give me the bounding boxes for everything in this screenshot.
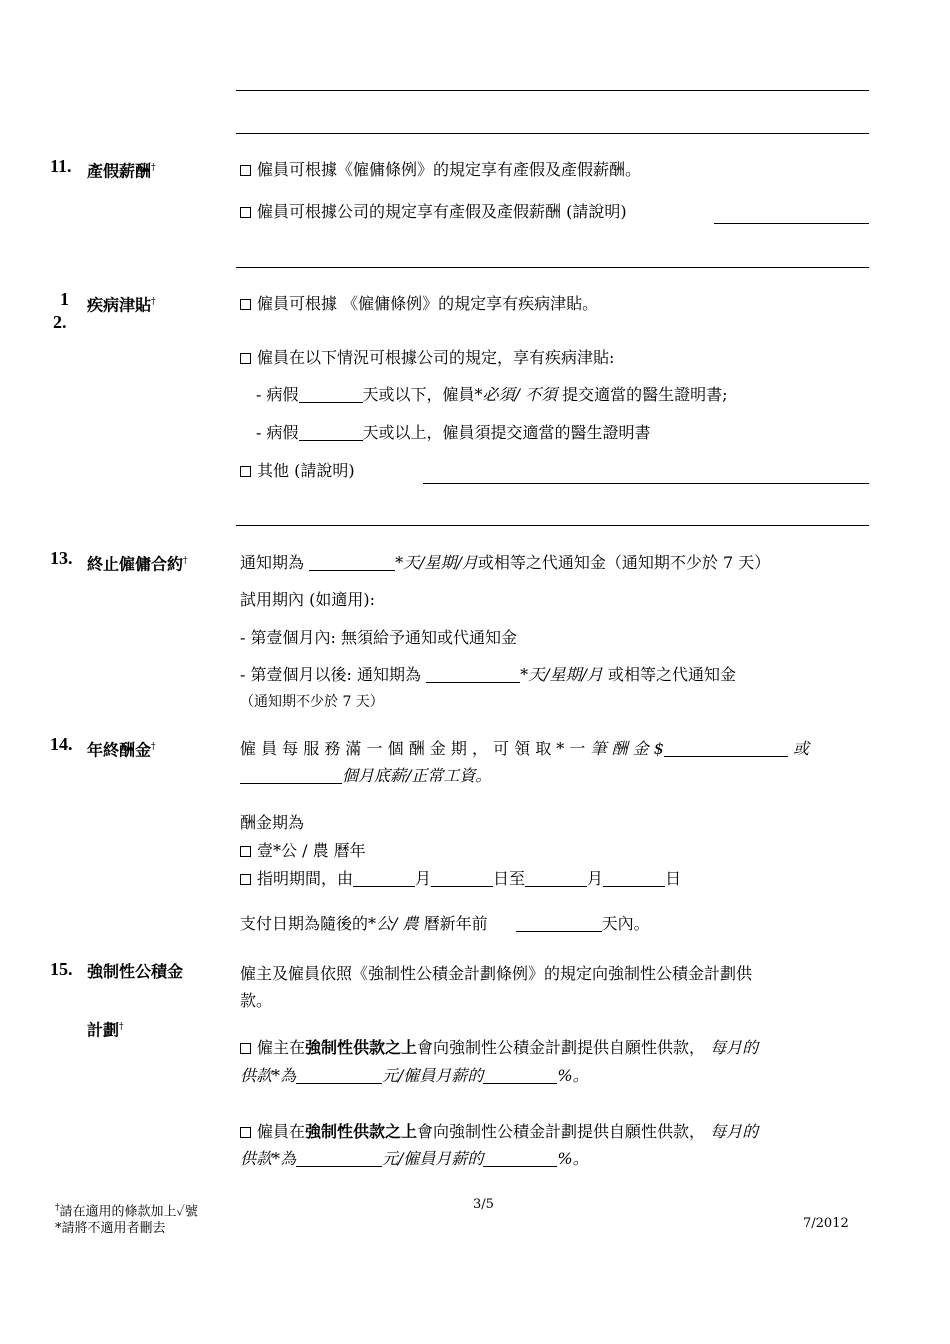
s13-after-first-month: - 第壹個月以後: 通知期為 *天/星期/月 或相等之代通知金 xyxy=(240,665,736,684)
checkbox-icon[interactable] xyxy=(240,1127,251,1138)
section-15-title-1: 強制性公積金 xyxy=(87,962,184,981)
section-11-title: 產假薪酬† xyxy=(87,161,156,181)
s13-probation: 試用期內 (如適用): xyxy=(240,590,375,609)
s13-notice-line: 通知期為 *天/星期/月或相等之代通知金（通知期不少於 7 天） xyxy=(240,553,771,572)
s14-option-period[interactable]: 指明期間，由 月 日至 月 日 xyxy=(240,869,681,889)
section-13-number: 13. xyxy=(50,548,73,568)
checkbox-icon[interactable] xyxy=(240,207,251,218)
section-12-number-b: 2. xyxy=(53,312,67,332)
s12-days-field-1[interactable] xyxy=(299,387,363,403)
s15-employee-amount-field[interactable] xyxy=(296,1151,382,1167)
s14-period-label: 酬金期為 xyxy=(240,813,305,832)
checkbox-icon[interactable] xyxy=(240,846,251,857)
section-15-title-2: 計劃† xyxy=(87,1020,124,1040)
s11-option-ordinance[interactable]: 僱員可根據《僱傭條例》的規定享有產假及產假薪酬。 xyxy=(240,160,641,180)
s13-notice-min: （通知期不少於 7 天） xyxy=(240,694,384,710)
checkbox-icon[interactable] xyxy=(240,299,251,310)
s15-employee-option[interactable]: 僱員在強制性供款之上會向強制性公積金計劃提供自願性供款， 每月的 xyxy=(240,1122,758,1142)
section-12-number-a: 1 xyxy=(60,289,69,309)
section-14-title: 年終酬金† xyxy=(87,740,156,760)
s14-payment-line: 支付日期為隨後的*公/ 農 曆新年前 天內。 xyxy=(240,914,650,933)
s14-option-year[interactable]: 壹*公 / 農 曆年 xyxy=(240,841,366,861)
footer-note-delete: *請將不適用者刪去 xyxy=(55,1221,166,1236)
s12-days-field-2[interactable] xyxy=(299,425,363,441)
rule-top-2 xyxy=(236,133,869,134)
s11-option-company[interactable]: 僱員可根據公司的規定享有產假及產假薪酬 (請說明) xyxy=(240,202,627,222)
s14-amount-field[interactable] xyxy=(664,741,788,757)
checkbox-icon[interactable] xyxy=(240,874,251,885)
s12-option-company[interactable]: 僱員在以下情況可根據公司的規定，享有疾病津貼: xyxy=(240,348,614,368)
checkbox-icon[interactable] xyxy=(240,165,251,176)
s15-intro-2: 款。 xyxy=(240,991,273,1010)
s13-notice-field[interactable] xyxy=(309,555,395,571)
section-15-number: 15. xyxy=(50,959,73,979)
s13-first-month: - 第壹個月內: 無須給予通知或代通知金 xyxy=(240,628,517,647)
rule-top-1 xyxy=(236,90,869,91)
s15-employer-line-2: 供款*為 元/僱員月薪的 %。 xyxy=(240,1066,589,1085)
s12-sub-2: - 病假 天或以上，僱員須提交適當的醫生證明書 xyxy=(256,423,651,442)
footer-note-applicable: †請在適用的條款加上✓號 xyxy=(55,1203,198,1220)
section-14-number: 14. xyxy=(50,734,73,754)
s12-sub-1: - 病假 天或以下，僱員*必須/ 不須 提交適當的醫生證明書; xyxy=(256,385,728,404)
s12-other-field[interactable] xyxy=(423,483,869,484)
s15-employer-percent-field[interactable] xyxy=(483,1068,557,1084)
page-number: 3/5 xyxy=(473,1197,494,1212)
s15-employer-option[interactable]: 僱主在強制性供款之上會向強制性公積金計劃提供自願性供款， 每月的 xyxy=(240,1038,758,1058)
s15-employer-amount-field[interactable] xyxy=(296,1068,382,1084)
checkbox-icon[interactable] xyxy=(240,466,251,477)
s15-employee-line-2: 供款*為 元/僱員月薪的 %。 xyxy=(240,1149,589,1168)
section-13-title: 終止僱傭合約† xyxy=(87,554,188,574)
section-12-title: 疾病津貼† xyxy=(87,295,156,315)
checkbox-icon[interactable] xyxy=(240,353,251,364)
s12-option-ordinance[interactable]: 僱員可根據 《僱傭條例》的規定享有疾病津貼。 xyxy=(240,294,598,314)
s15-employee-percent-field[interactable] xyxy=(483,1151,557,1167)
checkbox-icon[interactable] xyxy=(240,1043,251,1054)
document-date: 7/2012 xyxy=(803,1216,849,1231)
s14-line-1: 僱 員 每 服 務 滿 一 個 酬 金 期 ， 可 領 取 * 一 筆 酬 金 $ 或 xyxy=(240,739,810,758)
s14-line-2: 個月底薪/正常工資。 xyxy=(240,766,491,786)
s13-notice-field-2[interactable] xyxy=(426,667,520,683)
s14-days-field[interactable] xyxy=(516,916,602,932)
s11-specify-field[interactable] xyxy=(714,223,869,224)
s15-intro-1: 僱主及僱員依照《強制性公積金計劃條例》的規定向強制性公積金計劃供 xyxy=(240,964,753,983)
s14-months-field[interactable] xyxy=(240,768,342,784)
s11-rule-end xyxy=(236,267,869,268)
s12-option-other[interactable]: 其他 (請說明) xyxy=(240,461,355,481)
s12-rule-end xyxy=(236,525,869,526)
section-11-number: 11. xyxy=(50,156,72,176)
